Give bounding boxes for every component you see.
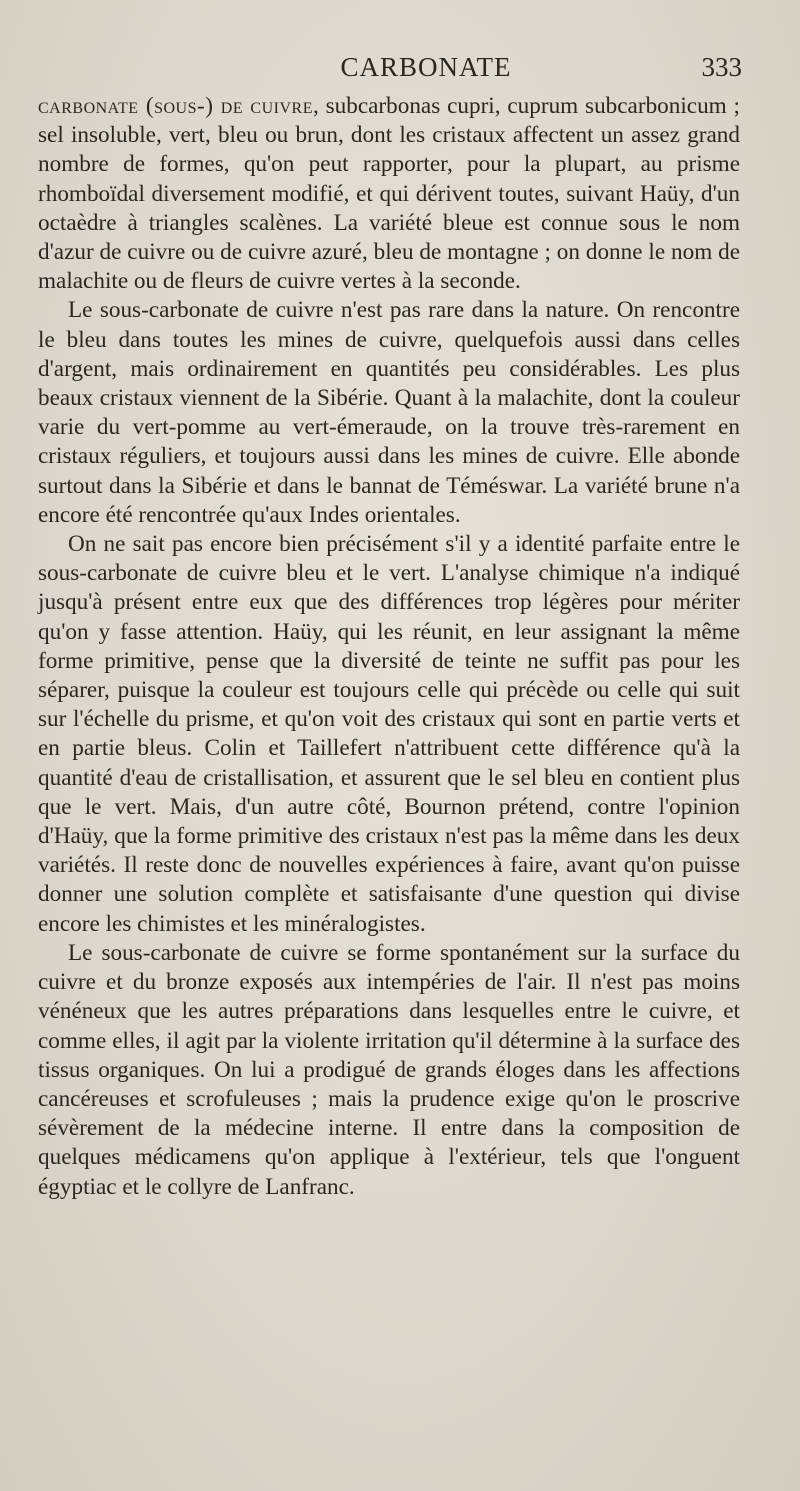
paragraph: Le sous-carbonate de cuivre se forme spontanément sur la surface du cuivre et du bronze exposés aux intempéries de l'air. Il n'est pas moins vénéneux que les autres préparations dans lesquelles entre le cuivre, et comme elles, il agit par la violente irritation qu'il détermine à la surface des tissus organiques. On lui a prodigué de grands éloges dans les affections cancéreuses et scrofuleuses ; mais la prudence exige qu'on le proscrive sévèrement de la médecine interne. Il entre dans la composition de quelques médicamens qu'on applique à l'extérieur, tels que l'onguent égyptiac et le collyre de Lanfranc. [38, 939, 740, 1200]
paragraph: Le sous-carbonate de cuivre n'est pas rare dans la nature. On rencontre le bleu dans toutes les mines de cuivre, quelquefois aussi dans celles d'argent, mais ordinairement en quantités peu considérables. Les plus beaux cristaux viennent de la Sibérie. Quant à la malachite, dont la couleur varie du vert-pomme au vert-émeraude, on la trouve très-rarement en cristaux réguliers, et toujours aussi dans les mines de cuivre. Elle abonde surtout dans la Sibérie et dans le bannat de Téméswar. La variété brune n'a encore été rencontrée qu'aux Indes orientales. [38, 297, 740, 528]
paragraph: On ne sait pas encore bien précisément s'il y a identité parfaite entre le sous-carbonate de cuivre bleu et le vert. L'analyse chimique n'a indiqué jusqu'à présent entre eux que des différences trop légères pour mériter qu'on y fasse attention. Haüy, qui les réunit, en leur assignant la même forme primitive, pense que la diversité de teinte ne suffit pas pour les séparer, puisque la couleur est toujours celle qui précède ou celle qui suit sur l'échelle du prisme, et qu'on voit des cristaux qui sont en partie verts et en partie bleus. Colin et Taillefert n'attribuent cette différence qu'à la quantité d'eau de cristallisation, et assurent que le sel bleu en contient plus que le vert. Mais, d'un autre côté, Bournon prétend, contre l'opinion d'Haüy, que la forme primitive des cristaux n'est pas la même dans les deux variétés. Il reste donc de nouvelles expériences à faire, avant qu'on puisse donner une solution complète et satisfaisante d'une question qui divise encore les chimistes et les minéralogistes. [38, 531, 740, 937]
body-text [38, 92, 740, 1202]
paragraph [38, 92, 740, 296]
page-number: 333 [701, 52, 742, 82]
running-head: CARBONATE [340, 52, 512, 82]
paragraph-text: , subcarbonas cupri, cuprum subcarbonicum ; sel insoluble, vert, bleu ou brun, dont les cristaux affectent un assez grand nombre de formes, qu'on peut rapporter, pour la plupart, au prisme rhomboïdal diversement modifié, et qui dérivent toutes, suivant Haüy, d'un octaèdre à triangles scalènes. La variété bleue est connue sous le nom d'azur de cuivre ou de cuivre azuré, bleu de montagne ; on donne le nom de malachite ou de fleurs de cuivre vertes à la seconde. [38, 93, 740, 295]
page-header [40, 52, 742, 92]
entry-headword: carbonate (sous-) de cuivre [38, 93, 313, 119]
